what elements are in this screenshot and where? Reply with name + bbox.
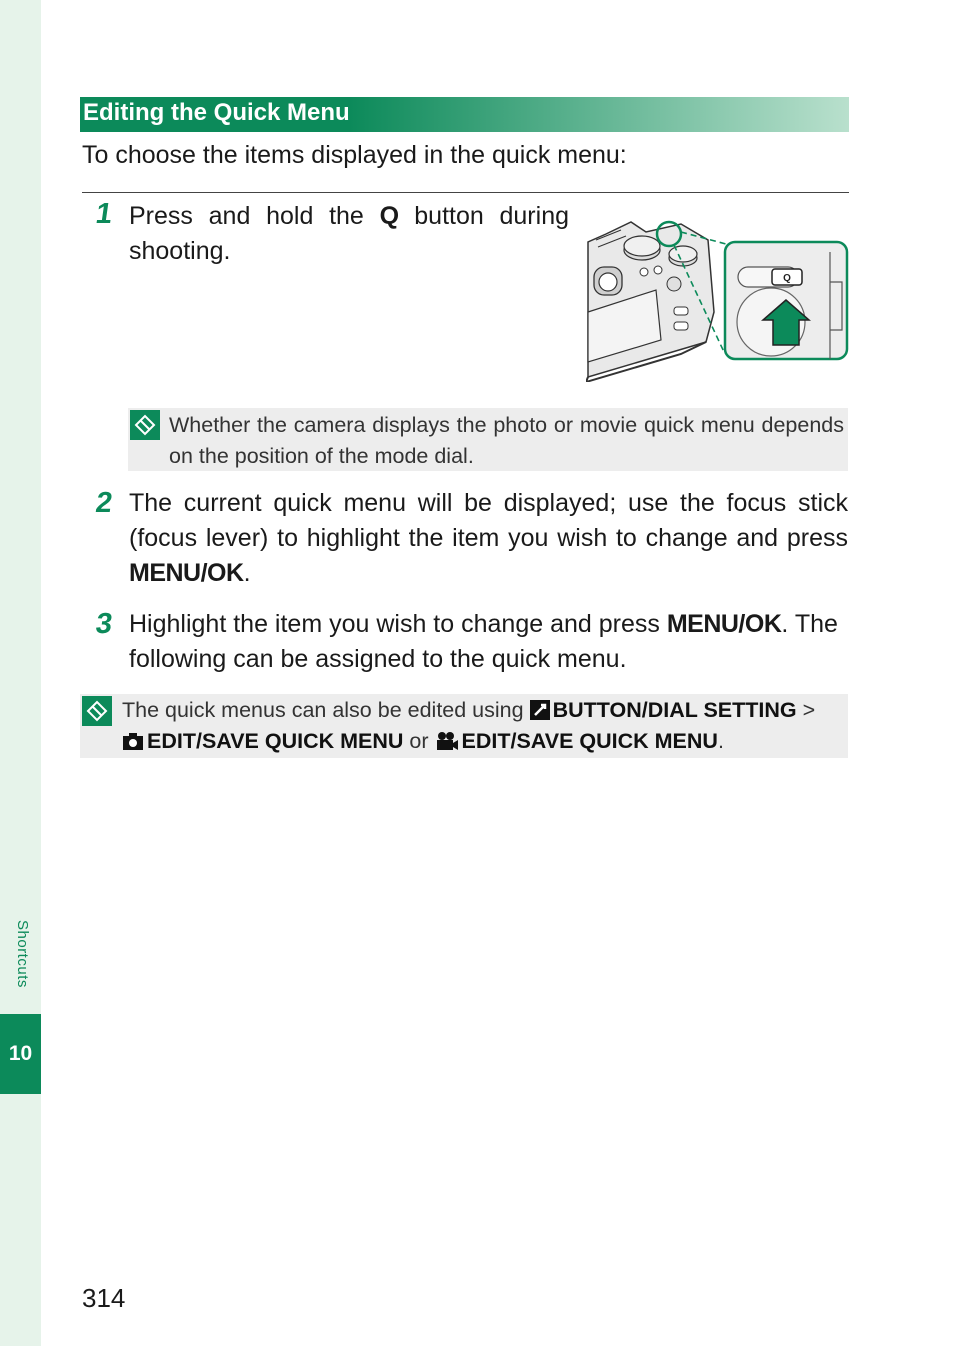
note-2-separator: > — [796, 698, 816, 722]
step-3-text — [129, 607, 848, 677]
side-strip — [0, 0, 41, 1346]
chapter-tab: 10 — [0, 1014, 41, 1094]
step-1-text — [129, 199, 569, 269]
section-label: Shortcuts — [14, 920, 31, 988]
q-button-label: Q — [379, 202, 399, 230]
step-3-text-b: . The following can be assigned to the quick menu. — [129, 610, 838, 673]
note-2-text-a: The quick menus can also be edited using — [122, 698, 530, 722]
menu-ok-label: MENU/OK — [666, 610, 782, 638]
section-heading: Editing the Quick Menu — [83, 99, 350, 126]
note-box-1 — [128, 408, 848, 471]
note-1-text: Whether the camera displays the photo or movie quick menu depends on the position of the mode dial. — [169, 413, 844, 468]
note-icon — [130, 410, 160, 440]
note-icon — [82, 696, 112, 726]
movie-camera-icon — [435, 731, 459, 751]
q-button-text: Q — [783, 273, 791, 284]
note-2-end: . — [717, 729, 724, 753]
edit-save-quick-menu-movie-label: EDIT/SAVE QUICK MENU — [461, 729, 718, 753]
section-heading-bar — [80, 97, 849, 132]
note-box-2 — [80, 694, 848, 758]
intro-text: To choose the items displayed in the quick menu: — [82, 141, 627, 169]
camera-q-button-illustration — [586, 212, 850, 382]
button-dial-setting-label: BUTTON/DIAL SETTING — [552, 698, 797, 722]
divider — [82, 192, 849, 193]
step-3-text-a: Highlight the item you wish to change and press — [129, 610, 667, 638]
setup-wrench-icon — [530, 700, 550, 720]
step-1-text-a: Press and hold the — [129, 202, 380, 230]
step-3-number: 3 — [93, 608, 115, 640]
step-1-number: 1 — [93, 198, 115, 230]
step-2-text — [129, 486, 848, 591]
edit-save-quick-menu-photo-label: EDIT/SAVE QUICK MENU — [147, 729, 404, 753]
step-2-text-a: The current quick menu will be displayed; use the focus stick (focus lever) to highlight the item you wish to change and press — [129, 489, 848, 552]
note-2-or: or — [403, 729, 435, 753]
step-2-number: 2 — [93, 487, 115, 519]
note-2-text — [122, 695, 847, 757]
camera-body — [586, 222, 714, 382]
step-2-text-b: . — [243, 559, 251, 587]
step-1-text-b: button during shooting. — [129, 202, 569, 265]
zoom-inset — [725, 242, 847, 359]
still-camera-icon — [122, 731, 144, 751]
menu-ok-label: MENU/OK — [129, 559, 244, 587]
page-number: 314 — [82, 1283, 126, 1313]
